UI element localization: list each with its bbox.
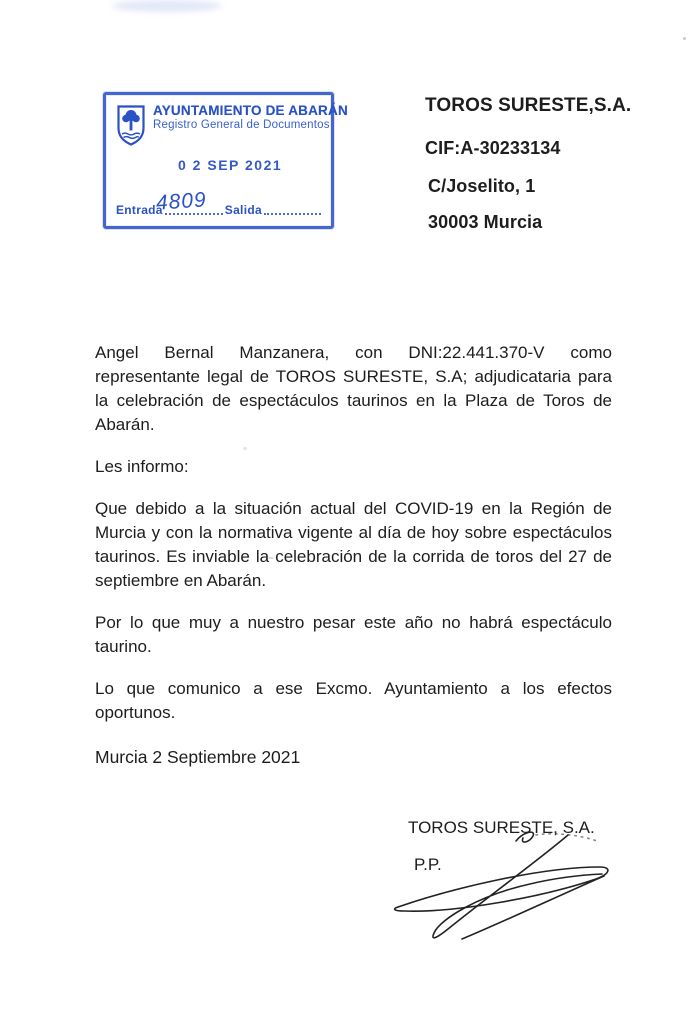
stamp-entry-row xyxy=(116,203,323,217)
scan-speck xyxy=(683,37,686,40)
salida-dotted-line xyxy=(264,212,321,215)
letter-dateline: Murcia 2 Septiembre 2021 xyxy=(95,747,301,767)
sender-company-name: TOROS SURESTE,S.A. xyxy=(425,95,632,116)
scan-smudge xyxy=(112,0,222,12)
sender-street: C/Joselito, 1 xyxy=(428,176,536,196)
stamp-header xyxy=(106,95,348,151)
registry-stamp xyxy=(103,92,348,229)
paragraph-introduction: Angel Bernal Manzanera, con DNI:22.441.370-V como representante legal de TOROS SURESTE, S.A; adjudicataria para la celebración de espectáculos taurinos en la Plaza de Toros de Abarán. xyxy=(95,343,612,434)
paragraph-closing: Lo que comunico a ese Excmo. Ayuntamiento a los efectos oportunos. xyxy=(95,679,612,722)
stamp-text-block xyxy=(153,103,348,132)
sender-block xyxy=(425,95,631,233)
paragraph-covid-situation: Que debido a la situación actual del COVID-19 en la Región de Murcia y con la normativa vigente al día de hoy sobre espectáculos taurinos. Es inviable la celebración de la corrida de toros del 27 de septiembre en Abarán. xyxy=(95,499,612,590)
signature-company: TOROS SURESTE, S.A. xyxy=(408,818,595,837)
sender-city: 30003 Murcia xyxy=(428,212,543,232)
sender-cif: CIF:A-30233134 xyxy=(425,138,561,158)
paragraph-no-event: Por lo que muy a nuestro pesar este año no habrá espectáculo taurino. xyxy=(95,613,612,656)
entrada-handwritten-number: 4809 xyxy=(155,188,208,215)
stamp-department: Registro General de Documentos xyxy=(153,119,330,131)
handwritten-signature-icon xyxy=(390,827,620,950)
signature-pp: P.P. xyxy=(414,855,442,874)
entrada-label: Entrada xyxy=(116,203,163,217)
abaran-coat-of-arms-icon xyxy=(116,104,146,151)
stamp-date: 0 2 SEP 2021 xyxy=(178,157,283,173)
letter-body xyxy=(95,341,612,743)
salida-label: Salida xyxy=(224,203,262,217)
paragraph-les-informo: Les informo: xyxy=(95,457,189,476)
stamp-organization: AYUNTAMIENTO DE ABARÁN xyxy=(153,103,348,118)
